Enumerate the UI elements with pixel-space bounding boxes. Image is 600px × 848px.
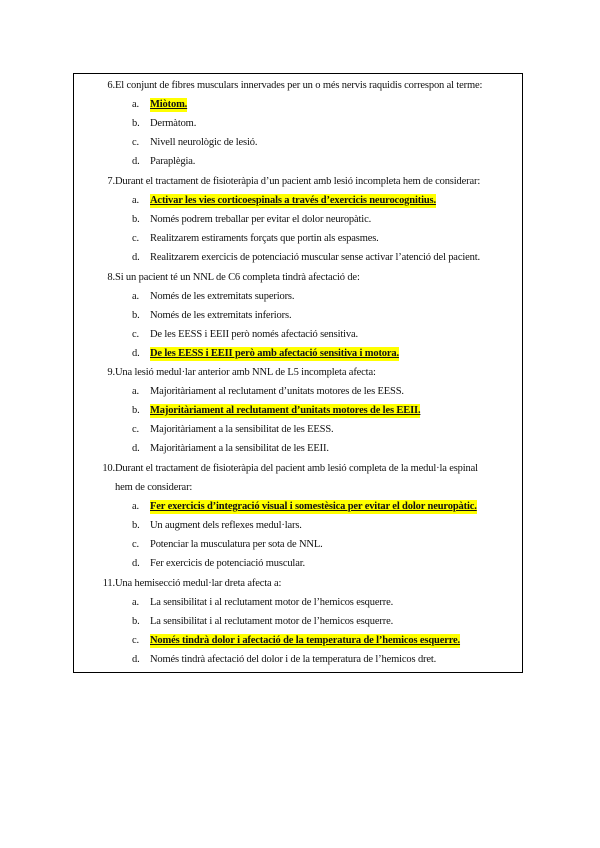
option-text: Potenciar la musculatura per sota de NNL. [150, 539, 323, 550]
question-number: 8. [107, 272, 115, 283]
option-text: Paraplègia. [150, 156, 196, 167]
question-text: Una hemisecció medul·lar dreta afecta a: [115, 578, 282, 589]
option-letter: b. [132, 310, 140, 321]
option-letter: c. [132, 539, 139, 550]
option-letter: d. [132, 654, 140, 665]
option-text-correct: Activar les vies corticoespinals a través d’exercicis neurocognitius. [150, 195, 436, 206]
option-letter: b. [132, 520, 140, 531]
question-text: Una lesió medul·lar anterior amb NNL de L5 incompleta afecta: [115, 367, 376, 378]
option-letter: b. [132, 214, 140, 225]
question-text: El conjunt de fibres musculars innervades per un o més nervis raquidis correspon al terme: [115, 80, 483, 91]
option-letter: c. [132, 233, 139, 244]
option-letter: a. [132, 597, 139, 608]
question-number: 6. [107, 80, 115, 91]
option-text: Dermàtom. [150, 118, 197, 129]
option-text-correct: Només tindrà dolor i afectació de la temperatura de l’hemicos esquerre. [150, 635, 461, 646]
option-letter: a. [132, 195, 139, 206]
option-letter: d. [132, 443, 140, 454]
option-text: Majoritàriament a la sensibilitat de les EEII. [150, 443, 329, 454]
option-text: Majoritàriament al reclutament d’unitats motores de les EESS. [150, 386, 404, 397]
question-text: Durant el tractament de fisioteràpia del pacient amb lesió completa de la medul·la espinal [115, 463, 478, 474]
question-number: 7. [107, 176, 115, 187]
option-letter: b. [132, 118, 140, 129]
option-letter: d. [132, 252, 140, 263]
quiz-box [73, 73, 523, 673]
option-text: Majoritàriament a la sensibilitat de les EESS. [150, 424, 334, 435]
option-text: Només de les extremitats inferiors. [150, 310, 292, 321]
question-number: 9. [107, 367, 115, 378]
option-text: De les EESS i EEII però només afectació sensitiva. [150, 329, 358, 340]
option-text: Fer exercicis de potenciació muscular. [150, 558, 305, 569]
option-text-correct: Fer exercicis d’integració visual i somestèsica per evitar el dolor neuropàtic. [150, 501, 477, 512]
option-letter: d. [132, 348, 140, 359]
option-letter: c. [132, 635, 139, 646]
option-letter: d. [132, 558, 140, 569]
option-text: Realitzarem estiraments forçats que portin als espasmes. [150, 233, 379, 244]
option-letter: a. [132, 501, 139, 512]
option-text: Només tindrà afectació del dolor i de la temperatura de l’hemicos dret. [150, 654, 437, 665]
question-text-continued: hem de considerar: [115, 482, 193, 493]
option-text-correct: Majoritàriament al reclutament d’unitats motores de les EEII. [150, 405, 421, 416]
option-letter: d. [132, 156, 140, 167]
option-letter: b. [132, 405, 140, 416]
option-letter: a. [132, 386, 139, 397]
option-text-correct: De les EESS i EEII però amb afectació sensitiva i motora. [150, 348, 399, 359]
question-text: Si un pacient té un NNL de C6 completa tindrà afectació de: [115, 272, 360, 283]
option-letter: a. [132, 99, 139, 110]
option-text: La sensibilitat i al reclutament motor de l’hemicos esquerre. [150, 616, 394, 627]
option-text: Nivell neurològic de lesió. [150, 137, 258, 148]
option-letter: c. [132, 137, 139, 148]
option-text: Un augment dels reflexes medul·lars. [150, 520, 302, 531]
option-text: La sensibilitat i al reclutament motor de l’hemicos esquerre. [150, 597, 394, 608]
question-number: 11. [102, 578, 115, 589]
option-text-correct: Miòtom. [150, 99, 188, 110]
question-text: Durant el tractament de fisioteràpia d’un pacient amb lesió incompleta hem de considerar: [115, 176, 481, 187]
question-number: 10. [102, 463, 115, 474]
option-text: Realitzarem exercicis de potenciació muscular sense activar l’atenció del pacient. [150, 252, 480, 263]
option-letter: b. [132, 616, 140, 627]
option-letter: a. [132, 291, 139, 302]
option-letter: c. [132, 329, 139, 340]
option-letter: c. [132, 424, 139, 435]
option-text: Només de les extremitats superiors. [150, 291, 295, 302]
option-text: Només podrem treballar per evitar el dolor neuropàtic. [150, 214, 372, 225]
